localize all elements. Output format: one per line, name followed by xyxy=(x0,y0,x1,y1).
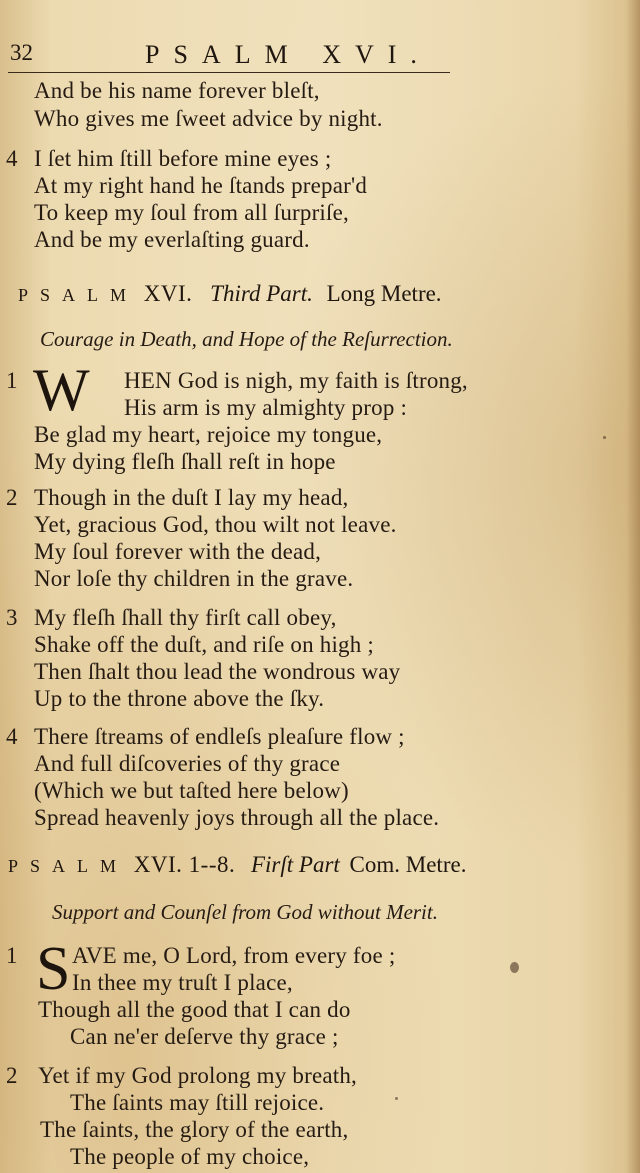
psalm-word: PSALM xyxy=(8,856,129,876)
verse-line: Up to the throne above the ſky. xyxy=(34,686,325,711)
paper-speck xyxy=(603,436,606,439)
part-label: Firſt Part xyxy=(250,852,340,877)
psalm-subtitle: Courage in Death, and Hope of the Reſurrection. xyxy=(40,327,453,351)
verse-line: And full diſcoveries of thy grace xyxy=(34,751,341,776)
verse-line: There ſtreams of endleſs pleaſure flow ; xyxy=(34,724,405,749)
verse-line: And be my everlaſting guard. xyxy=(34,227,310,252)
psalm-heading-third-part xyxy=(18,281,442,307)
verse-line: Shake off the duſt, and riſe on high ; xyxy=(34,632,374,657)
verse-line: Can ne'er deſerve thy grace ; xyxy=(70,1024,339,1049)
verse-line: Then ſhalt thou lead the wondrous way xyxy=(34,659,401,684)
verse-line: In thee my truſt I place, xyxy=(72,970,293,995)
verse-line: Be glad my heart, rejoice my tongue, xyxy=(34,422,383,447)
ink-blot xyxy=(510,962,519,973)
psalm-word: PSALM xyxy=(18,285,139,305)
metre-label: Long Metre. xyxy=(326,281,442,306)
verse-line: Yet, gracious God, thou wilt not leave. xyxy=(34,512,397,537)
verse-line: My fleſh ſhall thy firſt call obey, xyxy=(34,605,337,630)
stanza-number: 1 xyxy=(6,368,18,393)
stanza-number: 2 xyxy=(6,485,18,510)
metre-label: Com. Metre. xyxy=(349,852,467,877)
verse-line: I ſet him ſtill before mine eyes ; xyxy=(34,146,332,171)
verse-line: AVE me, O Lord, from every foe ; xyxy=(72,943,396,968)
part-label: Third Part. xyxy=(210,281,313,306)
page-gutter-shadow xyxy=(626,0,640,1173)
psalm-subtitle: Support and Counſel from God without Merit. xyxy=(52,900,438,924)
verse-line: Though in the duſt I lay my head, xyxy=(34,485,349,510)
header-rule xyxy=(8,72,450,73)
stanza-number: 4 xyxy=(6,146,18,171)
page-number: 32 xyxy=(10,40,33,65)
stanza-number: 4 xyxy=(6,724,18,749)
running-title: PSALM XVI. xyxy=(145,40,431,69)
verse-line: Though all the good that I can do xyxy=(38,997,351,1022)
verse-line: My ſoul forever with the dead, xyxy=(34,539,322,564)
verse-line: Who gives me ſweet advice by night. xyxy=(34,106,383,131)
stanza-number: 2 xyxy=(6,1063,18,1088)
verse-line: At my right hand he ſtands prepar'd xyxy=(34,173,368,198)
verse-line: And be his name forever bleſt, xyxy=(34,78,320,103)
verse-line: Yet if my God prolong my breath, xyxy=(38,1063,358,1088)
verse-line: My dying fleſh ſhall reſt in hope xyxy=(34,449,336,474)
drop-cap-initial: W xyxy=(33,357,90,423)
drop-cap-initial: S xyxy=(36,935,71,1003)
verse-line: To keep my ſoul from all ſurpriſe, xyxy=(34,200,349,225)
verse-line: HEN God is nigh, my faith is ſtrong, xyxy=(124,368,468,393)
psalm-numeral: XVI. 1--8. xyxy=(133,852,236,877)
verse-line: His arm is my almighty prop : xyxy=(124,395,408,420)
verse-line: (Which we but taſted here below) xyxy=(34,778,349,803)
psalm-numeral: XVI. xyxy=(143,281,193,306)
verse-line: The people of my choice, xyxy=(70,1144,310,1169)
stanza-number: 1 xyxy=(6,943,18,968)
verse-line: The ſaints, the glory of the earth, xyxy=(40,1117,349,1142)
stanza-number: 3 xyxy=(6,605,18,630)
paper-speck xyxy=(395,1097,398,1100)
verse-line: The ſaints may ſtill rejoice. xyxy=(70,1090,325,1115)
verse-line: Nor loſe thy children in the grave. xyxy=(34,566,354,591)
verse-line: Spread heavenly joys through all the place. xyxy=(34,805,440,830)
psalm-heading-first-part xyxy=(8,852,466,878)
